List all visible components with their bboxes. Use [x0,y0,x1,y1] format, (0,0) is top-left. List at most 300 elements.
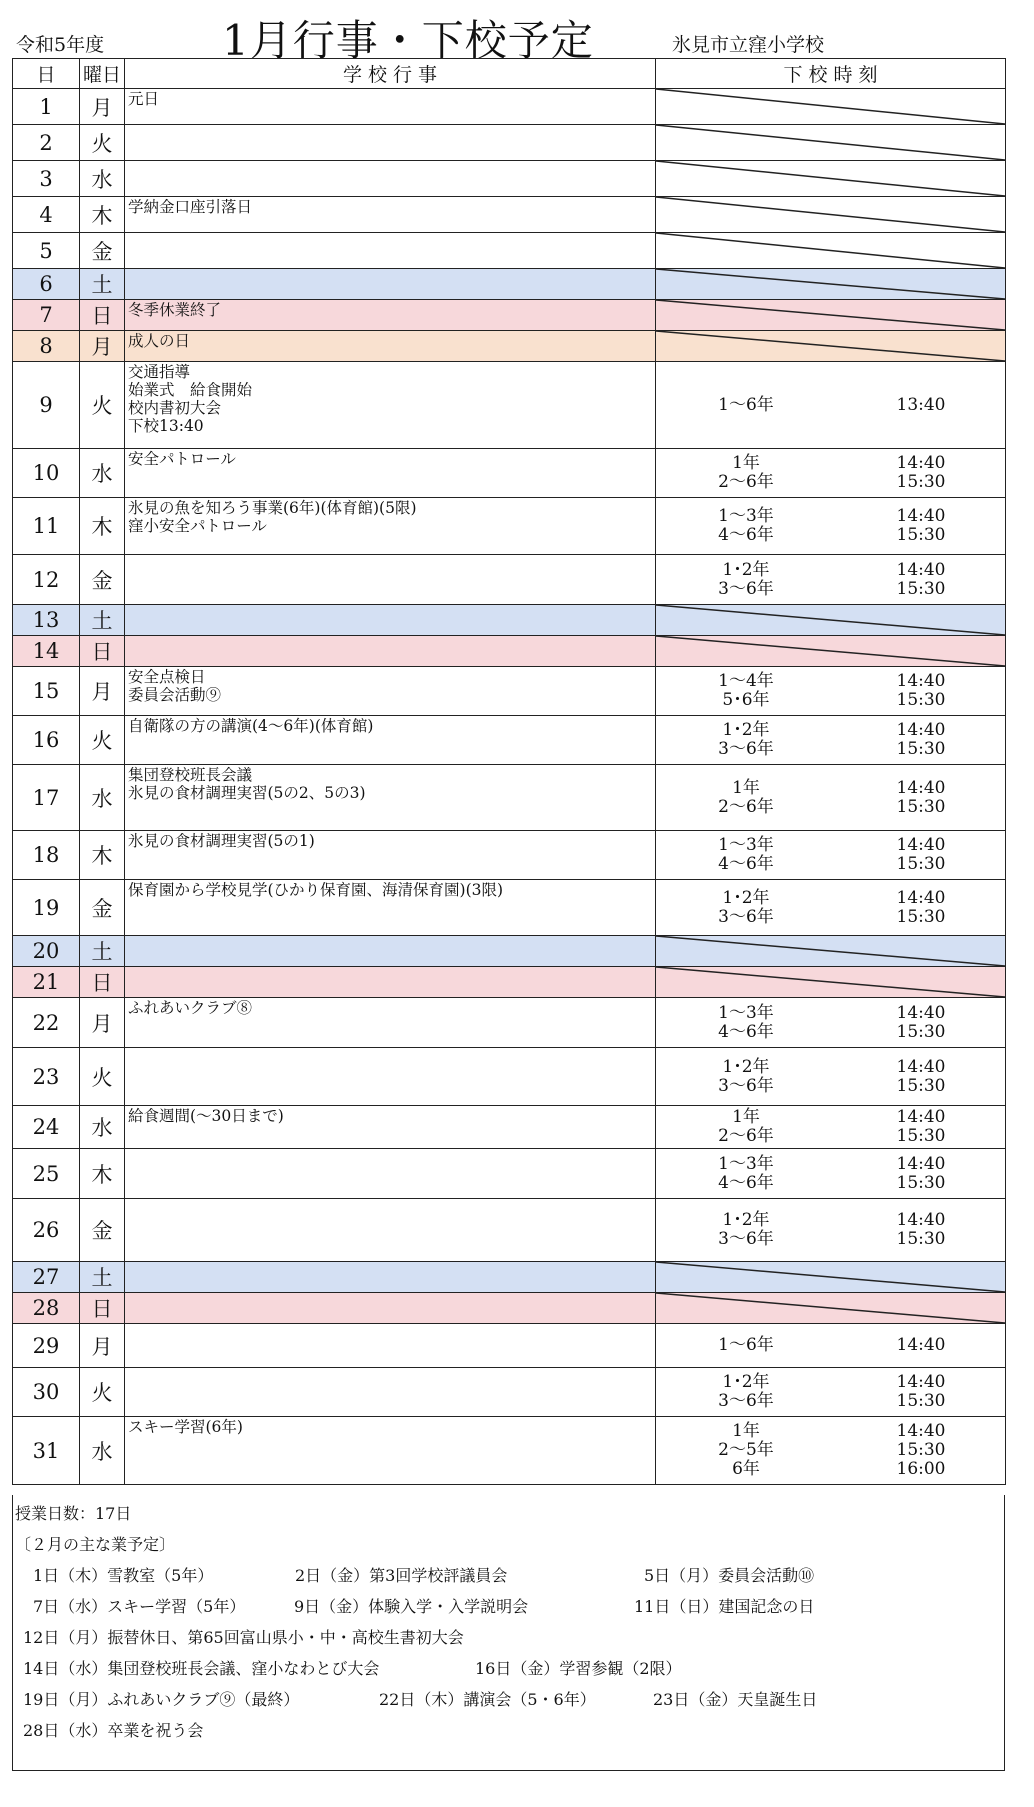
weekday-cell: 日 [80,967,125,998]
day-cell: 27 [13,1262,80,1293]
event-line: 集団登校班長会議 [128,766,253,784]
feb-item: 14日（水）集団登校班長会議、窪小なわとび大会 [23,1659,380,1678]
events-cell [125,998,656,1048]
time-label: 14:40 [896,835,946,855]
no-dismissal-slash [656,161,1005,196]
time-label: 14:40 [896,453,946,473]
dismissal-cell [656,880,1006,936]
grade-label: 1年 [732,1107,760,1127]
dismissal-cell [656,716,1006,765]
events-cell [125,300,656,331]
time-label: 14:40 [896,777,946,798]
dismissal-cell [656,1199,1006,1262]
header-weekday: 曜日 [80,59,125,89]
no-dismissal-slash [656,269,1005,299]
event-line: 氷見の食材調理実習(5の1) [128,832,315,850]
day-cell: 7 [13,300,80,331]
dismissal-grades [656,507,836,545]
grade-label: 1･2年 [722,887,770,908]
day-cell: 19 [13,880,80,936]
events-cell [125,1324,656,1368]
dismissal-grades [656,1108,836,1146]
day-cell: 21 [13,967,80,998]
dismissal-cell [656,605,1006,636]
dismissal-cell [656,1324,1006,1368]
events-cell [125,498,656,555]
weekday-cell: 金 [80,555,125,605]
feb-item: 1日（木）雪教室（5年） [33,1566,214,1585]
grade-label: 1～3年 [718,1002,774,1023]
dismissal-grades [656,1058,836,1096]
schedule-row [13,233,1006,269]
feb-item: 2日（金）第3回学校評議員会 [295,1566,508,1585]
event-line: 下校13:40 [128,417,204,435]
time-label: 16:00 [896,1459,946,1479]
schedule-row [13,1199,1006,1262]
dismissal-cell [656,1368,1006,1417]
no-dismissal-slash [656,1293,1005,1323]
events-cell [125,605,656,636]
weekday-cell: 火 [80,125,125,161]
events-cell [125,636,656,667]
weekday-cell: 火 [80,716,125,765]
dismissal-grades [656,889,836,927]
dismissal-times [866,1058,976,1096]
grade-label: 1･2年 [722,720,770,740]
event-line: 交通指導 [128,363,191,381]
time-label: 15:30 [896,854,946,874]
day-cell: 3 [13,161,80,197]
time-label: 14:40 [896,1002,946,1023]
day-cell: 26 [13,1199,80,1262]
grade-label: 2～6年 [718,796,774,817]
dismissal-times [866,1373,976,1411]
events-cell [125,765,656,831]
school-days-count: 授業日数：17日 [15,1504,132,1523]
event-line: 自衛隊の方の講演(4～6年)(体育館) [128,717,374,735]
feb-item: 12日（月）振替休日、第65回富山県小・中・高校生書初大会 [23,1628,464,1647]
dismissal-cell [656,555,1006,605]
day-cell: 16 [13,716,80,765]
time-label: 15:30 [896,472,946,492]
weekday-cell: 土 [80,605,125,636]
dismissal-cell [656,1262,1006,1293]
event-line: 氷見の魚を知ろう事業(6年)(体育館)(5限) [128,499,417,517]
grade-label: 1～4年 [718,671,774,691]
header-school-events: 学 校 行 事 [125,59,656,89]
dismissal-cell [656,1149,1006,1199]
grade-label: 3～6年 [718,739,774,759]
day-cell: 13 [13,605,80,636]
grade-label: 4～6年 [718,1021,774,1042]
dismissal-times [866,561,976,599]
day-cell: 1 [13,89,80,125]
weekday-cell: 水 [80,161,125,197]
dismissal-grades [656,1336,836,1355]
grade-label: 1～6年 [718,394,774,415]
dismissal-cell [656,449,1006,498]
day-cell: 29 [13,1324,80,1368]
event-line: 保育園から学校見学(ひかり保育園、海清保育園)(3限) [128,881,504,899]
schedule-row [13,1417,1006,1485]
dismissal-times [866,836,976,874]
time-label: 14:40 [896,559,946,580]
event-line: 委員会活動⑨ [128,686,222,704]
event-line: 給食週間(～30日まで) [128,1107,284,1125]
events-cell [125,89,656,125]
schedule-row [13,1048,1006,1106]
no-dismissal-slash [656,1262,1005,1292]
dismissal-grades [656,1155,836,1193]
grade-label: 3～6年 [718,906,774,927]
event-line: 冬季休業終了 [128,301,222,319]
events-cell [125,449,656,498]
time-label: 15:30 [896,690,946,710]
day-cell: 11 [13,498,80,555]
day-cell: 23 [13,1048,80,1106]
event-line: 安全パトロール [128,450,236,468]
schedule-row [13,998,1006,1048]
day-cell: 15 [13,667,80,716]
time-label: 14:40 [896,1421,946,1441]
schedule-row [13,967,1006,998]
grade-label: 5･6年 [722,690,770,710]
feb-item: 11日（日）建国記念の日 [634,1597,815,1616]
weekday-cell: 月 [80,998,125,1048]
day-cell: 4 [13,197,80,233]
grade-label: 4～6年 [718,1172,774,1193]
event-line: スキー学習(6年) [128,1418,243,1436]
time-label: 15:30 [896,906,946,927]
schedule-row [13,765,1006,831]
dismissal-cell [656,1293,1006,1324]
day-cell: 14 [13,636,80,667]
dismissal-grades [656,836,836,874]
time-label: 15:30 [896,1391,946,1411]
event-line: 元日 [128,90,160,108]
time-label: 14:40 [896,506,946,526]
dismissal-grades [656,1211,836,1249]
dismissal-cell [656,331,1006,362]
day-cell: 20 [13,936,80,967]
no-dismissal-slash [656,967,1005,997]
time-label: 14:40 [896,1056,946,1077]
dismissal-cell [656,161,1006,197]
no-dismissal-slash [656,636,1005,666]
time-label: 15:30 [896,1172,946,1193]
time-label: 15:30 [896,1021,946,1042]
events-cell [125,880,656,936]
events-cell [125,1149,656,1199]
weekday-cell: 日 [80,636,125,667]
events-cell [125,161,656,197]
event-line: 校内書初大会 [128,399,222,417]
dismissal-times [866,396,976,415]
no-dismissal-slash [656,300,1005,330]
time-label: 15:30 [896,578,946,599]
weekday-cell: 土 [80,1262,125,1293]
time-label: 15:30 [896,739,946,759]
dismissal-times [866,721,976,759]
weekday-cell: 木 [80,831,125,880]
grade-label: 2～6年 [718,472,774,492]
day-cell: 22 [13,998,80,1048]
weekday-cell: 木 [80,1149,125,1199]
day-cell: 28 [13,1293,80,1324]
events-cell [125,1262,656,1293]
dismissal-cell [656,1048,1006,1106]
dismissal-grades [656,1373,836,1411]
grade-label: 1･2年 [722,1210,770,1230]
weekday-cell: 水 [80,765,125,831]
day-cell: 6 [13,269,80,300]
time-label: 15:30 [896,1126,946,1146]
feb-item: 19日（月）ふれあいクラブ⑨（最終） [23,1690,300,1709]
dismissal-grades [656,721,836,759]
schedule-row [13,331,1006,362]
dismissal-times [866,1422,976,1479]
events-cell [125,967,656,998]
dismissal-cell [656,936,1006,967]
dismissal-cell [656,636,1006,667]
feb-item: 5日（月）委員会活動⑩ [644,1566,815,1585]
dismissal-grades [656,1422,836,1479]
grade-label: 1年 [732,1421,760,1441]
event-line: 学納金口座引落日 [128,198,253,216]
time-label: 15:30 [896,1075,946,1096]
no-dismissal-slash [656,331,1005,361]
time-label: 15:30 [896,525,946,545]
grade-label: 1･2年 [722,1372,770,1392]
day-cell: 2 [13,125,80,161]
grade-label: 1年 [732,777,760,798]
time-label: 15:30 [896,796,946,817]
day-cell: 18 [13,831,80,880]
dismissal-cell [656,89,1006,125]
schedule-row [13,498,1006,555]
dismissal-cell [656,831,1006,880]
events-cell [125,1199,656,1262]
events-cell [125,331,656,362]
day-cell: 10 [13,449,80,498]
time-label: 14:40 [896,720,946,740]
feb-schedule-heading: 〔２月の主な業予定〕 [15,1535,176,1554]
grade-label: 3～6年 [718,1391,774,1411]
dismissal-cell [656,1417,1006,1485]
feb-item: 28日（水）卒業を祝う会 [23,1721,204,1740]
dismissal-grades [656,779,836,817]
grade-label: 3～6年 [718,1229,774,1249]
events-cell [125,197,656,233]
schedule-row [13,1368,1006,1417]
day-cell: 8 [13,331,80,362]
weekday-cell: 火 [80,1368,125,1417]
grade-label: 4～6年 [718,525,774,545]
schedule-row [13,1149,1006,1199]
events-cell [125,1048,656,1106]
feb-item: 16日（金）学習参観（2限） [475,1659,682,1678]
time-label: 14:40 [896,887,946,908]
events-cell [125,831,656,880]
header-dismissal-time: 下 校 時 刻 [656,59,1006,89]
dismissal-cell [656,197,1006,233]
grade-label: 1年 [732,453,760,473]
no-dismissal-slash [656,936,1005,966]
events-cell [125,362,656,449]
schedule-row [13,161,1006,197]
events-cell [125,667,656,716]
feb-item: 23日（金）天皇誕生日 [653,1690,818,1709]
dismissal-grades [656,561,836,599]
grade-label: 1～3年 [718,1153,774,1174]
schedule-row [13,1262,1006,1293]
day-cell: 25 [13,1149,80,1199]
dismissal-cell [656,998,1006,1048]
schedule-row [13,936,1006,967]
time-label: 14:40 [896,1107,946,1127]
dismissal-times [866,454,976,492]
grade-label: 1･2年 [722,1056,770,1077]
weekday-cell: 日 [80,1293,125,1324]
day-cell: 12 [13,555,80,605]
grade-label: 1～3年 [718,835,774,855]
school-name: 氷見市立窪小学校 [672,34,825,56]
grade-label: 1･2年 [722,559,770,580]
schedule-table [12,58,1006,1485]
weekday-cell: 木 [80,498,125,555]
day-cell: 5 [13,233,80,269]
dismissal-times [866,1004,976,1042]
dismissal-cell [656,362,1006,449]
grade-label: 4～6年 [718,854,774,874]
feb-item: 22日（木）講演会（5・6年） [379,1690,596,1709]
fiscal-year-label: 令和5年度 [16,34,105,56]
no-dismissal-slash [656,233,1005,268]
dismissal-times [866,1155,976,1193]
schedule-row [13,89,1006,125]
event-line: ふれあいクラブ⑧ [128,999,253,1017]
grade-label: 2～5年 [718,1440,774,1460]
weekday-cell: 火 [80,1048,125,1106]
events-cell [125,555,656,605]
events-cell [125,936,656,967]
events-cell [125,1417,656,1485]
weekday-cell: 月 [80,331,125,362]
schedule-row [13,667,1006,716]
weekday-cell: 金 [80,880,125,936]
schedule-row [13,1106,1006,1149]
grade-label: 1～3年 [718,506,774,526]
dismissal-times [866,1108,976,1146]
dismissal-times [866,779,976,817]
events-cell [125,233,656,269]
dismissal-cell [656,1106,1006,1149]
events-cell [125,269,656,300]
table-header-row [13,59,1006,89]
weekday-cell: 月 [80,89,125,125]
day-cell: 24 [13,1106,80,1149]
grade-label: 1～6年 [718,1335,774,1355]
dismissal-cell [656,300,1006,331]
no-dismissal-slash [656,89,1005,124]
no-dismissal-slash [656,125,1005,160]
time-label: 15:30 [896,1229,946,1249]
weekday-cell: 水 [80,1417,125,1485]
weekday-cell: 月 [80,1324,125,1368]
dismissal-grades [656,1004,836,1042]
feb-item: 9日（金）体験入学・入学説明会 [294,1597,529,1616]
time-label: 14:40 [896,1153,946,1174]
day-cell: 9 [13,362,80,449]
dismissal-times [866,672,976,710]
dismissal-cell [656,498,1006,555]
schedule-row [13,880,1006,936]
event-line: 窪小安全パトロール [128,517,267,535]
schedule-row [13,300,1006,331]
dismissal-times [866,1211,976,1249]
weekday-cell: 土 [80,936,125,967]
weekday-cell: 木 [80,197,125,233]
schedule-row [13,197,1006,233]
grade-label: 2～6年 [718,1126,774,1146]
schedule-rows [13,89,1006,1485]
dismissal-cell [656,233,1006,269]
time-label: 14:40 [896,1335,946,1355]
dismissal-grades [656,672,836,710]
weekday-cell: 金 [80,233,125,269]
grade-label: 3～6年 [718,1075,774,1096]
no-dismissal-slash [656,605,1005,635]
weekday-cell: 日 [80,300,125,331]
schedule-row [13,362,1006,449]
dismissal-cell [656,269,1006,300]
dismissal-grades [656,396,836,415]
schedule-row [13,449,1006,498]
events-cell [125,1106,656,1149]
feb-item: 7日（水）スキー学習（5年） [33,1597,246,1616]
dismissal-cell [656,667,1006,716]
day-cell: 31 [13,1417,80,1485]
event-line: 始業式 給食開始 [128,381,253,399]
time-label: 14:40 [896,1210,946,1230]
no-dismissal-slash [656,197,1005,232]
schedule-row [13,636,1006,667]
schedule-row [13,1293,1006,1324]
grade-label: 3～6年 [718,578,774,599]
dismissal-cell [656,765,1006,831]
dismissal-times [866,1336,976,1355]
day-cell: 30 [13,1368,80,1417]
schedule-row [13,1324,1006,1368]
schedule-row [13,605,1006,636]
dismissal-grades [656,454,836,492]
time-label: 13:40 [896,394,946,415]
weekday-cell: 金 [80,1199,125,1262]
event-line: 氷見の食材調理実習(5の2、5の3) [128,784,366,802]
footer-notes [12,1495,1005,1771]
day-cell: 17 [13,765,80,831]
schedule-row [13,716,1006,765]
header-day: 日 [13,59,80,89]
dismissal-cell [656,967,1006,998]
time-label: 15:30 [896,1440,946,1460]
event-line: 安全点検日 [128,668,206,686]
schedule-row [13,269,1006,300]
events-cell [125,125,656,161]
schedule-row [13,555,1006,605]
schedule-row [13,125,1006,161]
page-title: 1月行事・下校予定 [222,16,594,65]
